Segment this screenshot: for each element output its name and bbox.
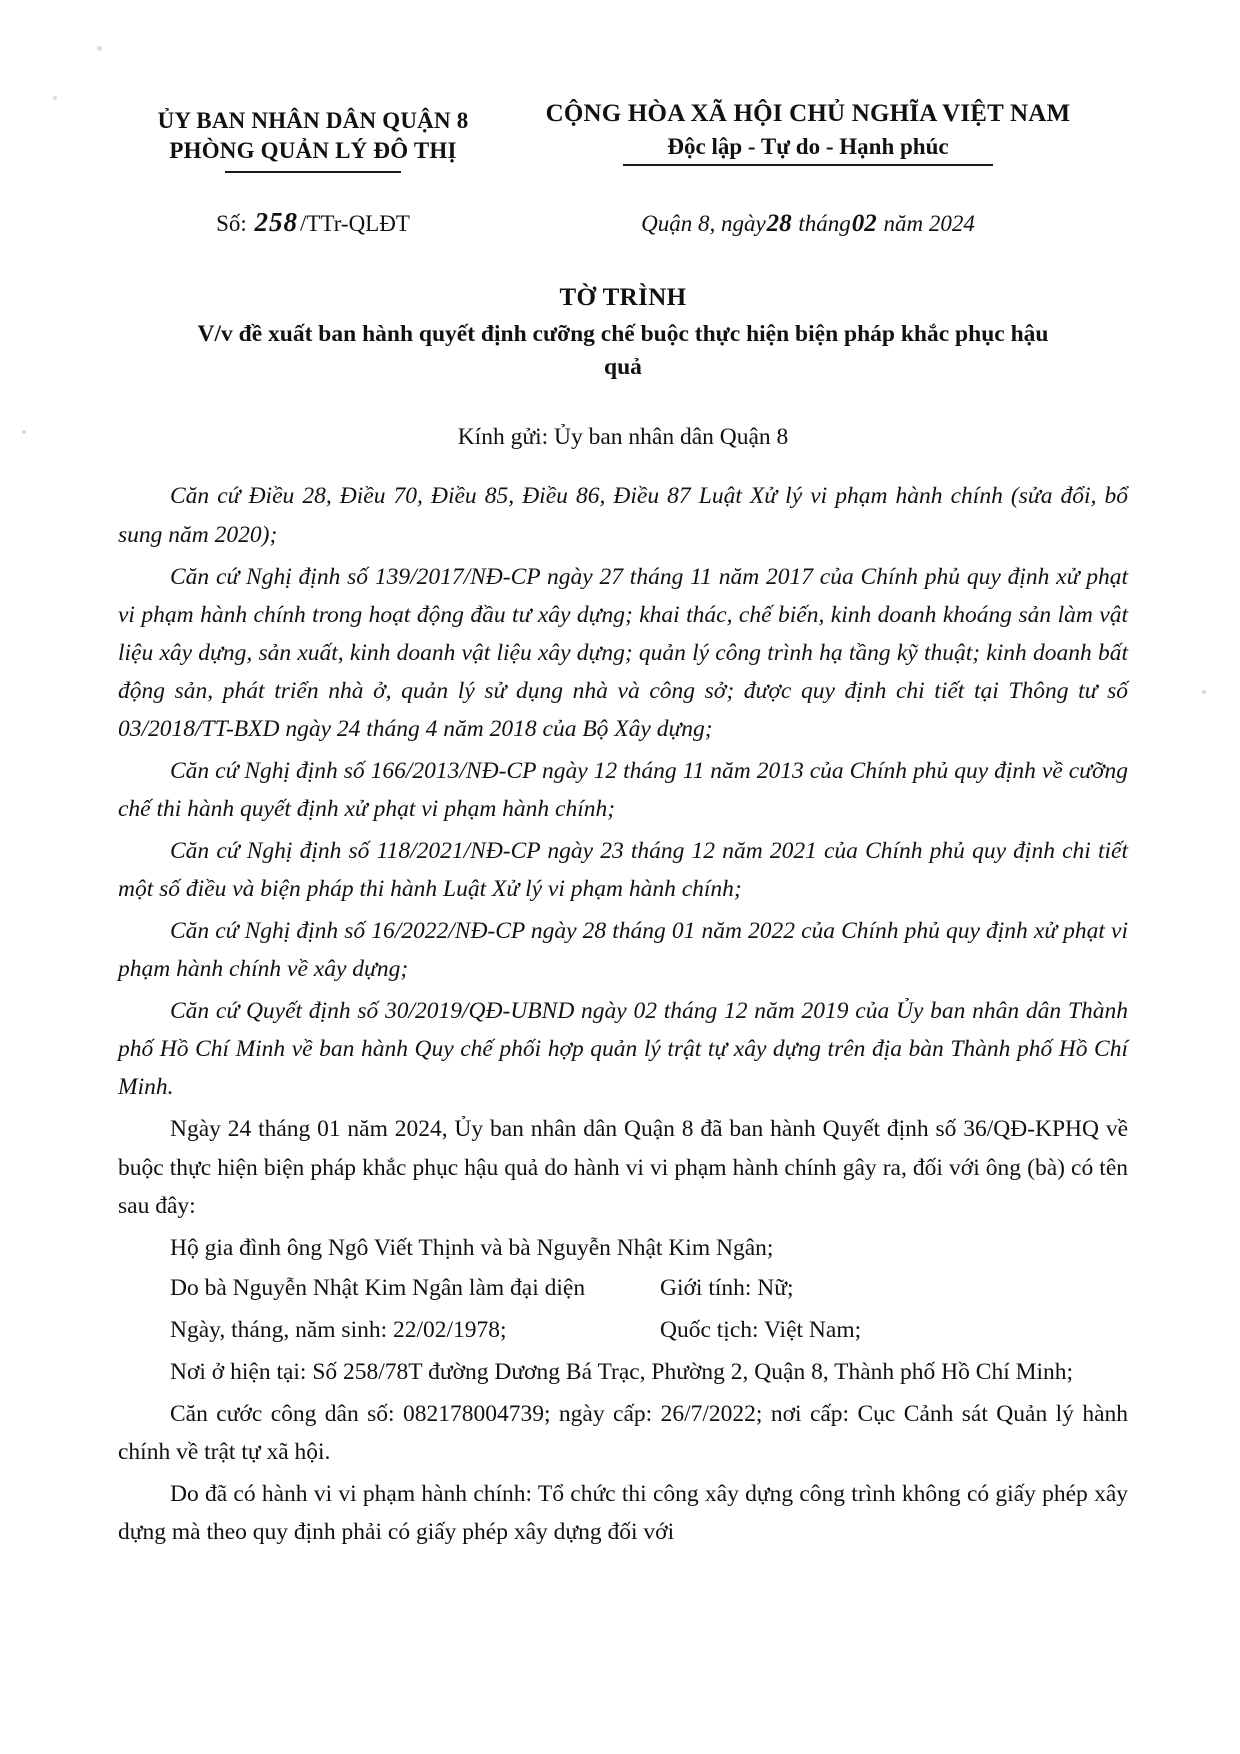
document-number — [118, 207, 508, 238]
document-content — [118, 100, 1128, 1555]
document-body — [118, 477, 1128, 1551]
document-header — [118, 100, 1128, 173]
paragraph-legal-basis-3: Căn cứ Nghị định số 166/2013/NĐ-CP ngày 12 tháng 11 năm 2013 của Chính phủ quy định về cưỡng chế thi hành quyết định xử phạt vi phạm hành chính; — [118, 757, 1128, 822]
row-birth-nationality — [118, 1311, 1128, 1349]
date-day-value: 28 — [766, 209, 792, 237]
scan-speckle — [1202, 690, 1206, 694]
paragraph-household: Hộ gia đình ông Ngô Viết Thịnh và bà Nguyễn Nhật Kim Ngân; — [170, 1234, 774, 1261]
paragraph-legal-basis-6: Căn cứ Quyết định số 30/2019/QĐ-UBND ngày 02 tháng 12 năm 2019 của Ủy ban nhân dân Thành phố Hồ Chí Minh về ban hành Quy chế phối hợp quản lý trật tự xây dựng trên địa bàn Thành phố Hồ Chí Minh. — [118, 998, 1128, 1101]
issuing-organization — [118, 100, 508, 173]
representative-name: Do bà Nguyễn Nhật Kim Ngân làm đại diện — [170, 1274, 586, 1301]
org-parent-name: ỦY BAN NHÂN DÂN QUẬN 8 — [157, 108, 469, 133]
scan-speckle — [22, 430, 26, 434]
scan-speckle — [53, 96, 57, 100]
national-heading — [508, 100, 1108, 166]
org-underline — [225, 171, 401, 173]
nationality: Quốc tịch: Việt Nam; — [660, 1316, 862, 1343]
paragraph-legal-basis-4: Căn cứ Nghị định số 118/2021/NĐ-CP ngày 23 tháng 12 năm 2021 của Chính phủ quy định chi tiết một số điều và biện pháp thi hành Luật Xử lý vi phạm hành chính; — [118, 838, 1128, 903]
document-meta-row — [118, 207, 1128, 238]
birth-date: Ngày, tháng, năm sinh: 22/02/1978; — [170, 1316, 507, 1343]
document-title: TỜ TRÌNH — [559, 283, 687, 311]
document-subtitle: V/v đề xuất ban hành quyết định cưỡng chế buộc thực hiện biện pháp khắc phục hậu quả — [197, 320, 1049, 381]
document-title-block — [118, 284, 1128, 385]
document-number-suffix: /TTr-QLĐT — [300, 210, 410, 236]
document-number-label: Số: — [216, 210, 247, 236]
document-date — [508, 210, 1108, 238]
paragraph-legal-basis-1: Căn cứ Điều 28, Điều 70, Điều 85, Điều 86, Điều 87 Luật Xử lý vi phạm hành chính (sửa đổi, bổ sung năm 2020); — [118, 483, 1128, 548]
paragraph-address: Nơi ở hiện tại: Số 258/78T đường Dương Bá Trạc, Phường 2, Quận 8, Thành phố Hồ Chí Minh; — [170, 1358, 1074, 1385]
paragraph-id-card: Căn cước công dân số: 082178004739; ngày cấp: 26/7/2022; nơi cấp: Cục Cảnh sát Quản lý hành chính về trật tự xã hội. — [118, 1400, 1128, 1465]
scan-speckle — [97, 46, 102, 51]
date-place-prefix: Quận 8, ngày — [641, 210, 766, 236]
date-month-label: tháng — [798, 210, 851, 236]
date-year-label: năm 2024 — [883, 210, 975, 236]
document-number-value: 258 — [254, 206, 299, 237]
date-month-value: 02 — [851, 209, 877, 237]
row-representative — [118, 1269, 1128, 1307]
country-name: CỘNG HÒA XÃ HỘI CHỦ NGHĨA VIỆT NAM — [545, 100, 1071, 127]
paragraph-decision-reference: Ngày 24 tháng 01 năm 2024, Ủy ban nhân dân Quận 8 đã ban hành Quyết định số 36/QĐ-KPHQ về buộc thực hiện biện pháp khắc phục hậu quả do hành vi vi phạm hành chính gây ra, đối với ông (bà) có tên sau đây: — [118, 1116, 1128, 1219]
paragraph-legal-basis-2: Căn cứ Nghị định số 139/2017/NĐ-CP ngày 27 tháng 11 năm 2017 của Chính phủ quy định xử phạt vi phạm hành chính trong hoạt động đầu tư xây dựng; khai thác, chế biến, kinh doanh khoáng sản làm vật liệu xây dựng, sản xuất, kinh doanh vật liệu xây dựng; quản lý công trình hạ tầng kỹ thuật; kinh doanh bất động sản, phát triển nhà ở, quản lý sử dụng nhà và công sở; được quy định chi tiết tại Thông tư số 03/2018/TT-BXD ngày 24 tháng 4 năm 2018 của Bộ Xây dựng; — [118, 563, 1128, 742]
national-motto: Độc lập - Tự do - Hạnh phúc — [667, 134, 949, 159]
representative-gender: Giới tính: Nữ; — [660, 1274, 794, 1301]
paragraph-legal-basis-5: Căn cứ Nghị định số 16/2022/NĐ-CP ngày 28 tháng 01 năm 2022 của Chính phủ quy định xử phạt vi phạm hành chính về xây dựng; — [118, 918, 1128, 983]
paragraph-violation: Do đã có hành vi vi phạm hành chính: Tổ chức thi công xây dựng công trình không có giấy phép xây dựng mà theo quy định phải có giấy phép xây dựng đối với — [118, 1481, 1128, 1546]
national-underline — [623, 164, 993, 166]
recipient-line: Kính gửi: Ủy ban nhân dân Quận 8 — [457, 424, 789, 451]
org-department-name: PHÒNG QUẢN LÝ ĐÔ THỊ — [169, 138, 457, 164]
